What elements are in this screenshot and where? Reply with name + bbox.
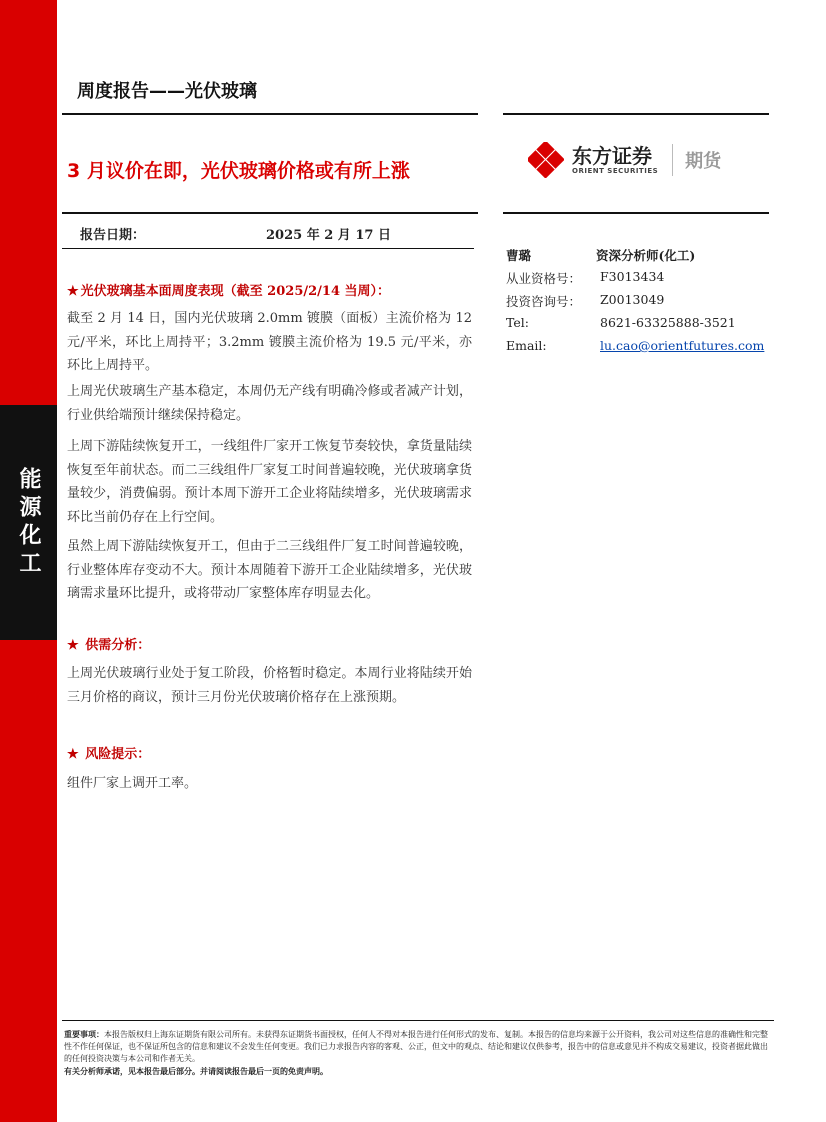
report-date-label: 报告日期：	[80, 228, 146, 243]
license-value: F3013434	[600, 269, 665, 284]
consult-value: Z0013049	[600, 292, 665, 307]
report-date-value: 2025 年 2 月 17 日	[266, 228, 391, 243]
paragraph-price: 截至 2 月 14 日，国内光伏玻璃 2.0mm 镀膜（面板）主流价格为 12 元/平米，环比上周持平；3.2mm 镀膜主流价格为 19.5 元/平米，亦环比上周持平。	[67, 311, 472, 373]
analyst-name: 曹璐	[506, 248, 532, 263]
disclaimer-text: 本报告版权归上海东证期货有限公司所有。未获得东证期货书面授权，任何人不得对本报告进行任何形式的发布、复制。本报告的信息均来源于公开资料，我公司对这些信息的准确性和完整性不作任何保证，也不保证所包含的信息和建议不会发生任何变更。我们已力求报告内容的客观、公正，但文中的观点、结论和建议仅供参考，报告中的信息或意见并不构成交易建议，投资者据此做出的任何投资决策与本公司和作者无关。	[64, 1030, 768, 1063]
logo-english-name: ORIENT SECURITIES	[572, 167, 659, 175]
paragraph-supply: 上周光伏玻璃生产基本稳定，本周仍无产线有明确冷修或者减产计划，行业供给端预计继续保持稳定。	[67, 384, 472, 423]
disclaimer	[64, 1028, 772, 1077]
star-icon: ★	[67, 638, 84, 653]
analyst-rule-top	[503, 212, 769, 214]
disclaimer-label: 重要事项：	[64, 1029, 104, 1039]
tel-label: Tel:	[506, 315, 529, 330]
footer-rule	[62, 1020, 774, 1021]
report-headline: 3 月议价在即，光伏玻璃价格或有所上涨	[67, 160, 410, 182]
header-rule-right	[503, 113, 769, 115]
star-icon: ★	[67, 284, 79, 299]
email-link[interactable]: lu.cao@orientfutures.com	[600, 338, 765, 353]
category-label: 能源化工	[16, 466, 41, 579]
date-rule-top	[62, 212, 478, 214]
section-heading-text: 光伏玻璃基本面周度表现（截至 2025/2/14 当周）：	[80, 284, 391, 299]
series-title: 周度报告——光伏玻璃	[77, 81, 257, 102]
tel-value: 8621-63325888-3521	[600, 315, 736, 330]
diamond-logo-icon	[528, 142, 564, 178]
section-heading-supply-demand	[67, 634, 150, 653]
section-heading-text: 风险提示：	[85, 747, 151, 762]
consult-label: 投资咨询号：	[506, 294, 582, 309]
header-rule-left	[62, 113, 478, 115]
category-tab	[0, 405, 57, 640]
paragraph-risk: 组件厂家上调开工率。	[67, 776, 198, 791]
email-label: Email:	[506, 338, 547, 353]
logo-chinese-name: 东方证券	[572, 144, 652, 168]
paragraph-demand: 上周下游陆续恢复开工，一线组件厂家开工恢复节奏较快，拿货量陆续恢复至年前状态。而二三线组件厂家复工时间普遍较晚，光伏玻璃拿货量较少，消费偏弱。预计本周下游开工企业将陆续增多，光伏玻璃需求环比当前仍存在上行空间。	[67, 439, 472, 525]
section-heading-fundamentals	[67, 280, 390, 299]
analyst-title: 资深分析师(化工)	[596, 248, 696, 263]
logo-subbrand: 期货	[685, 151, 722, 172]
disclaimer-note: 有关分析师承诺，见本报告最后部分。并请阅读报告最后一页的免责声明。	[64, 1066, 328, 1076]
section-heading-text: 供需分析：	[85, 638, 151, 653]
paragraph-analysis: 上周光伏玻璃行业处于复工阶段，价格暂时稳定。本周行业将陆续开始三月价格的商议，预计三月份光伏玻璃价格存在上涨预期。	[67, 666, 472, 705]
section-heading-risk	[67, 743, 150, 762]
company-logo	[528, 142, 721, 178]
logo-divider	[672, 144, 673, 176]
star-icon: ★	[67, 747, 84, 762]
license-label: 从业资格号：	[506, 271, 582, 286]
paragraph-inventory: 虽然上周下游陆续恢复开工，但由于二三线组件厂复工时间普遍较晚，行业整体库存变动不大。预计本周随着下游开工企业陆续增多，光伏玻璃需求量环比提升，或将带动厂家整体库存明显去化。	[67, 539, 472, 601]
date-rule-bottom	[62, 248, 474, 249]
